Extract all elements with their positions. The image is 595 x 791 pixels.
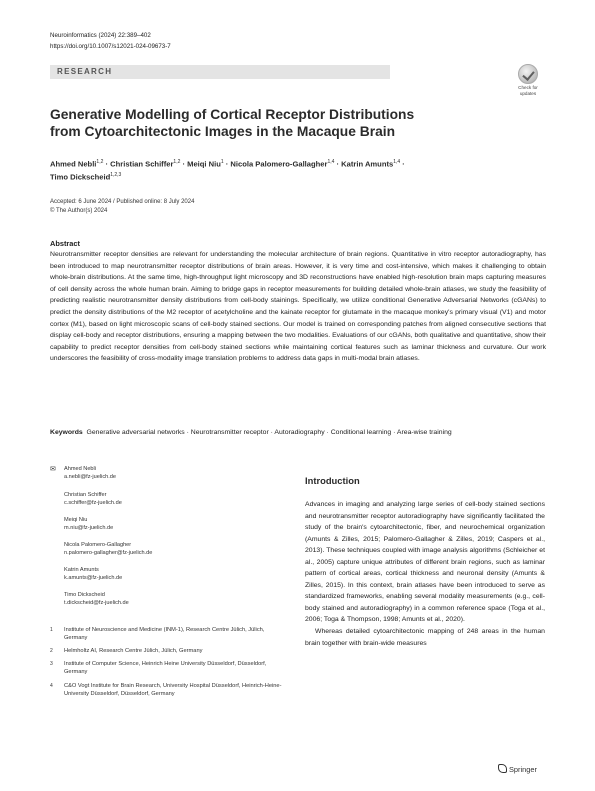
check-for-updates-label: Check for updates	[518, 85, 538, 96]
introduction-paragraph-1: Advances in imaging and analyzing large series of cell-body stained sections and neurotransmitter receptor autoradiography have significantly facilitated the study of the brain's cytoarchitectonic, fiber, and neurochemical organization (Amunts & Zilles, 2015; Palomero-Gallagher & Zilles, 2019; Caspers et al., 2013). These techniques coupled with image analysis algorithms (Schleicher et al., 2005) capture unique attributes of different brain regions, such as laminar pattern of cortical areas, cortical thickness and neuronal density (Amunts & Zilles, 2015). In this context, brain atlases have been introduced to serve as standardized frameworks, enabling several modality measurements (e.g., cell-body stained and autoradiography) in a common reference space (Toga et al., 2006; Toga & Thompson, 1998; Amunts et al., 2020).	[305, 501, 545, 624]
correspondence-email[interactable]: t.dickscheid@fz-juelich.de	[64, 599, 129, 606]
publication-dates	[50, 198, 194, 216]
author-affil-sup: 1,4	[327, 159, 335, 165]
correspondence-name: Nicola Palomero-Gallagher	[64, 542, 132, 548]
correspondence-name: Ahmed Nebli	[64, 466, 97, 472]
affiliation-text: Helmholtz AI, Research Centre Jülich, Jülich, Germany	[64, 648, 203, 654]
doi-link[interactable]: https://doi.org/10.1007/s12021-024-09673-7	[50, 43, 171, 50]
correspondence-email[interactable]: k.amunts@fz-juelich.de	[64, 574, 123, 581]
keywords-text: Generative adversarial networks · Neurotransmitter receptor · Autoradiography · Conditional learning · Area-wise training	[86, 429, 452, 436]
abstract-heading: Abstract	[50, 239, 80, 248]
publisher-name: Springer	[509, 765, 537, 774]
affiliation-number: 2	[50, 648, 53, 654]
abstract-text: Neurotransmitter receptor densities are relevant for understanding the molecular architecture of brain regions. Quantitative in vitro receptor autoradiography, has been introduced to map neurotransmitter receptor distributions of brain areas. However, it is very time and cost-intensive, which makes it challenging to obtain whole-brain distributions. At the same time, high-throughput light microscopy and 3D reconstructions have enabled high-resolution brain maps capturing measures of cell density across the whole human brain. Aiming to bridge gaps in receptor measurements for building detailed whole-brain atlases, we study the feasibility of predicting realistic neurotransmitter density distributions from cell-body stainings. Specifically, we utilize conditional Generative Adversarial Networks (cGANs) to predict the density distributions of the M2 receptor of acetylcholine and the kainate receptor for glutamate in the macaque monkey's primary visual (V1) and motor cortex (M1), based on light microscopic scans of cell-body stained sections. Our model is trained on corresponding patches from aligned consecutive sections that display cell-body and receptor distributions, ensuring a mapping between the two modalities. Evaluations of our cGANs, both qualitative and quantitative, show their capability to predict receptor densities from cell-body stained sections while maintaining cortical features such as laminar thickness and curvature. Our work underscores the feasibility of cross-modality image translation problems to address data gaps in multi-modal brain atlases.	[50, 251, 546, 363]
check-mark-icon	[518, 64, 538, 84]
keywords-label: Keywords	[50, 429, 83, 436]
correspondence-name: Timo Dickscheid	[64, 592, 105, 598]
author-affil-sup: 1,2	[96, 159, 104, 165]
correspondence-email[interactable]: a.nebli@fz-juelich.de	[64, 473, 117, 480]
running-head	[50, 30, 171, 52]
correspondence-entry	[64, 466, 116, 481]
correspondence-name: Meiqi Niu	[64, 517, 88, 523]
copyright-line: © The Author(s) 2024	[50, 208, 108, 214]
title-line-2: from Cytoarchitectonic Images in the Macaque Brain	[50, 124, 396, 139]
affiliation-text: Institute of Neuroscience and Medicine (INM-1), Research Centre Jülich, Jülich, Germany	[64, 627, 265, 642]
introduction-paragraph-2: Whereas detailed cytoarchitectonic mapping of 248 areas in the human brain together with brain-wide measures	[305, 628, 545, 647]
affiliation-number: 4	[50, 683, 53, 689]
correspondence-entry	[64, 517, 113, 532]
correspondence-email[interactable]: m.niu@fz-juelich.de	[64, 524, 114, 531]
check-for-updates-badge[interactable]	[512, 64, 544, 98]
author-name[interactable]: Meiqi Niu	[187, 159, 221, 169]
author-affil-sup: 1,2	[173, 159, 181, 165]
title-line-1: Generative Modelling of Cortical Receptor Distributions	[50, 107, 415, 122]
introduction-body	[305, 499, 545, 649]
affiliation-number: 1	[50, 627, 53, 633]
author-name[interactable]: Timo Dickscheid	[50, 172, 111, 182]
paper-title	[50, 106, 470, 140]
author-name[interactable]: Nicola Palomero-Gallagher	[230, 159, 328, 169]
correspondence-email[interactable]: c.schiffer@fz-juelich.de	[64, 499, 122, 506]
affiliation-text: C&O Vogt Institute for Brain Research, University Hospital Düsseldorf, Heinrich-Heine-University Düsseldorf, Düsseldorf, Germany	[64, 683, 282, 698]
author-affil-sup: 1,4	[393, 159, 401, 165]
accepted-published-dates: Accepted: 6 June 2024 / Published online: 8 July 2024	[50, 199, 195, 205]
author-list: Ahmed Nebli$^{1,2}$ · Christian Schiffer$^{1,2}$ · Meiqi Niu$^1$ · Nicola Palomero-Gallagher$^{1,4}$ · Katrin Amunts$^{1,4}$ · Timo Dickscheid$^{1,2,3}$	[50, 159, 405, 182]
author-affil-sup: 1	[220, 159, 224, 165]
correspondence-email[interactable]: n.palomero-gallagher@fz-juelich.de	[64, 549, 153, 556]
section-label-bar	[50, 65, 390, 79]
correspondence-entry	[64, 542, 152, 557]
author-name[interactable]: Katrin Amunts	[341, 159, 394, 169]
introduction-heading: Introduction	[305, 475, 360, 486]
affiliation-number: 3	[50, 661, 53, 667]
correspondence-name: Christian Schiffer	[64, 492, 107, 498]
affiliation-text: Institute of Computer Science, Heinrich Heine University Düsseldorf, Düsseldorf, Germany	[64, 661, 267, 676]
correspondence-entry	[64, 492, 122, 507]
publisher-logo	[498, 764, 537, 774]
author-affil-sup: 1,2,3	[110, 171, 122, 178]
envelope-icon: ✉	[50, 466, 56, 473]
correspondence-entry	[64, 592, 129, 607]
correspondence-entry	[64, 567, 122, 582]
section-label: RESEARCH	[57, 67, 113, 76]
keywords	[50, 427, 546, 439]
journal-citation: Neuroinformatics (2024) 22:389–402	[50, 32, 151, 39]
author-name[interactable]: Christian Schiffer	[110, 159, 174, 169]
author-name[interactable]: Ahmed Nebli	[50, 159, 97, 169]
springer-horse-icon	[498, 764, 507, 773]
correspondence-name: Katrin Amunts	[64, 567, 99, 573]
